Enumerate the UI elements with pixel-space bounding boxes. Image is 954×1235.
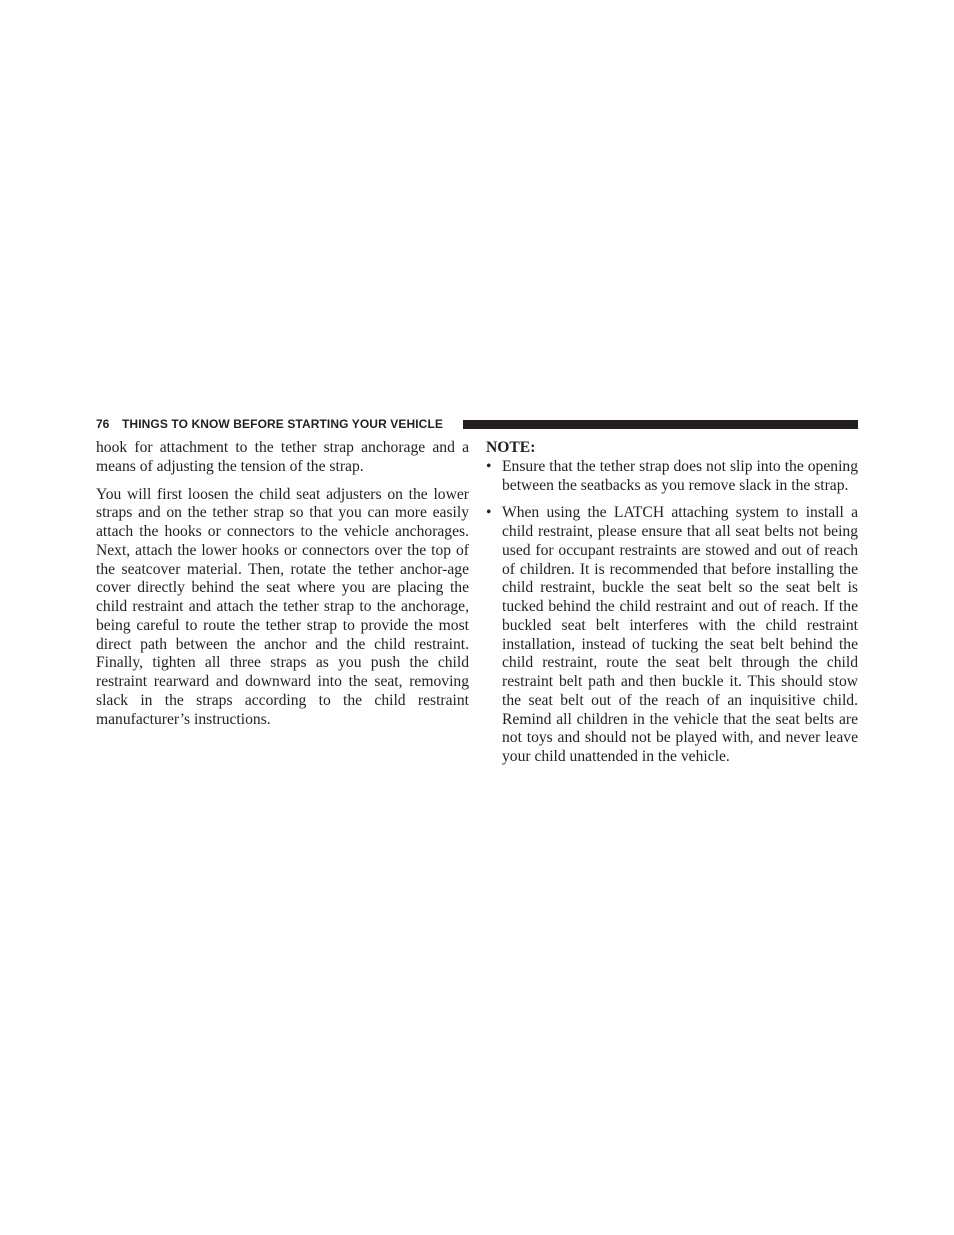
list-item bbox=[486, 458, 858, 496]
body-paragraph: hook for attachment to the tether strap anchorage and a means of adjusting the tension of the strap. bbox=[96, 439, 469, 475]
page-header bbox=[96, 416, 858, 432]
left-column bbox=[96, 439, 469, 738]
running-head: THINGS TO KNOW BEFORE STARTING YOUR VEHICLE bbox=[122, 417, 443, 431]
right-column bbox=[486, 439, 858, 776]
note-bullet-list bbox=[486, 458, 858, 767]
list-item bbox=[486, 504, 858, 767]
note-heading: NOTE: bbox=[486, 439, 536, 456]
list-item-text: When using the LATCH attaching system to install a child restraint, please ensure that all seat belts not being used for occupant restraints are stowed and out of reach of children. It is recommended that before installing the child restraint, buckle the seat belt so the seat belt is tucked behind the child restraint and out of reach. If the buckled seat belt interferes with the child restraint installation, instead of tucking the seat belt behind the child restraint, route the seat belt through the child restraint belt path and then buckle it. This should stow the seat belt out of the reach of an inquisitive child. Remind all children in the vehicle that the seat belts are not toys and should not be played with, and never leave your child unattended in the vehicle. bbox=[502, 504, 858, 765]
body-paragraph: You will first loosen the child seat adjusters on the lower straps and on the tether strap so that you can more easily attach the hooks or connectors to the vehicle anchorages. Next, attach the lower hooks or connectors over the top of the seatcover material. Then, rotate the tether anchor-age cover directly behind the seat where you are placing the child restraint and attach the tether strap to the anchorage, being careful to route the tether strap to provide the most direct path between the anchor and the child restraint. Finally, tighten all three straps as you push the child restraint rearward and downward into the seat, removing slack in the straps according to the child restraint manufacturer’s instructions. bbox=[96, 485, 469, 728]
bullet-icon: • bbox=[486, 504, 492, 522]
page-number: 76 bbox=[96, 417, 110, 431]
list-item-text: Ensure that the tether strap does not slip into the opening between the seatbacks as you remove slack in the strap. bbox=[502, 457, 858, 494]
header-rule-bar bbox=[463, 420, 858, 429]
bullet-icon: • bbox=[486, 457, 492, 475]
